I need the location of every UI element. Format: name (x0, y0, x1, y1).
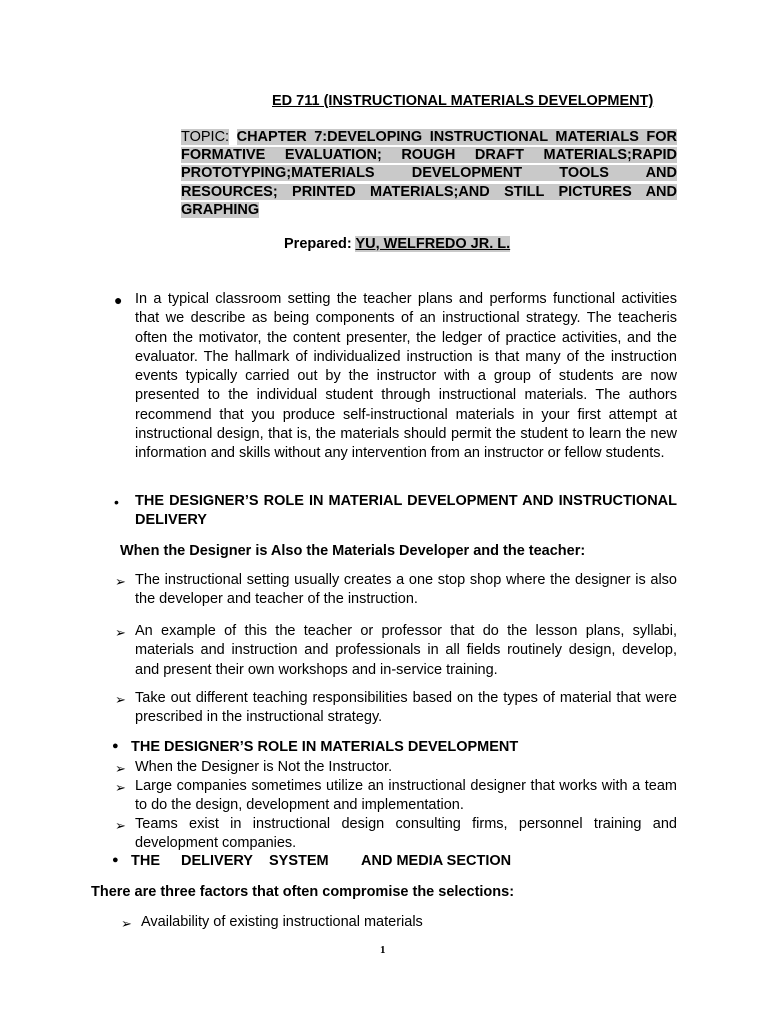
author-name: YU, WELFREDO JR. L. (355, 236, 511, 252)
course-title: ED 711 (INSTRUCTIONAL MATERIALS DEVELOPMENT) (272, 93, 654, 109)
list-item: An example of this the teacher or professor that do the lesson plans, syllabi, materials and instruction and professionals in all fields routinely design, develop, and present their own workshops and in-service training. (135, 623, 677, 678)
bullet-icon: ● (112, 854, 119, 866)
page-number: 1 (380, 944, 386, 956)
arrow-bullet-icon: ➢ (115, 625, 126, 640)
bullet-icon: • (114, 494, 119, 510)
section3-heading-word: SYSTEM (269, 853, 329, 869)
section3-heading-word: THE (131, 853, 160, 869)
arrow-bullet-icon: ➢ (121, 916, 132, 931)
arrow-bullet-icon: ➢ (115, 574, 126, 589)
section2-heading: THE DESIGNER’S ROLE IN MATERIALS DEVELOPMENT (131, 739, 519, 755)
arrow-bullet-icon: ➢ (115, 818, 126, 833)
topic-block (181, 128, 677, 219)
arrow-bullet-icon: ➢ (115, 761, 126, 776)
prepared-by (284, 236, 510, 252)
list-item: Availability of existing instructional materials (141, 914, 423, 930)
section3-subheading: There are three factors that often compromise the selections: (91, 884, 515, 900)
list-item: Teams exist in instructional design consulting firms, personnel training and development companies. (135, 816, 677, 852)
list-item: When the Designer is Not the Instructor. (135, 759, 393, 775)
list-item: The instructional setting usually creates a one stop shop where the designer is also the developer and teacher of the instruction. (135, 572, 677, 608)
section1-subheading: When the Designer is Also the Materials Developer and the teacher: (120, 543, 586, 559)
bullet-icon: ● (112, 740, 119, 752)
bullet-icon: ● (114, 292, 123, 308)
arrow-bullet-icon: ➢ (115, 780, 126, 795)
topic-label: TOPIC: (181, 129, 230, 145)
section3-heading-word: DELIVERY (181, 853, 253, 869)
arrow-bullet-icon: ➢ (115, 692, 126, 707)
topic-text: CHAPTER 7:DEVELOPING INSTRUCTIONAL MATERIALS FOR FORMATIVE EVALUATION; ROUGH DRAFT MATERIALS;RAPID PROTOTYPING;MATERIALS DEVELOPMENT TOOLS AND RESOURCES; PRINTED MATERIALS;AND STILL PICTURES AND GRAPHING (181, 129, 678, 218)
list-item: Take out different teaching responsibilities based on the types of material that were prescribed in the instructional strategy. (135, 690, 677, 726)
section3-heading-word: AND MEDIA SECTION (361, 853, 512, 869)
section3-heading (0, 853, 768, 873)
list-item: Large companies sometimes utilize an instructional designer that works with a team to do the design, development and implementation. (135, 778, 677, 814)
prepared-label: Prepared: (284, 236, 352, 252)
intro-paragraph: In a typical classroom setting the teacher plans and performs functional activities that we describe as being components of an instructional strategy. The teacheris often the motivator, the content presenter, the ledger of practice activities, and the evaluator. The hallmark of individualized instruction is that many of the instruction events typically carried out by the instructor with a group of students are now presented to the individual student through instructional materials. The authors recommend that you produce self-instructional materials in your first attempt at instructional design, that is, the materials should permit the student to learn the new information and skills without any intervention from an instructor or fellow students. (135, 291, 677, 462)
section1-heading: THE DESIGNER’S ROLE IN MATERIAL DEVELOPMENT AND INSTRUCTIONAL DELIVERY (135, 493, 677, 529)
